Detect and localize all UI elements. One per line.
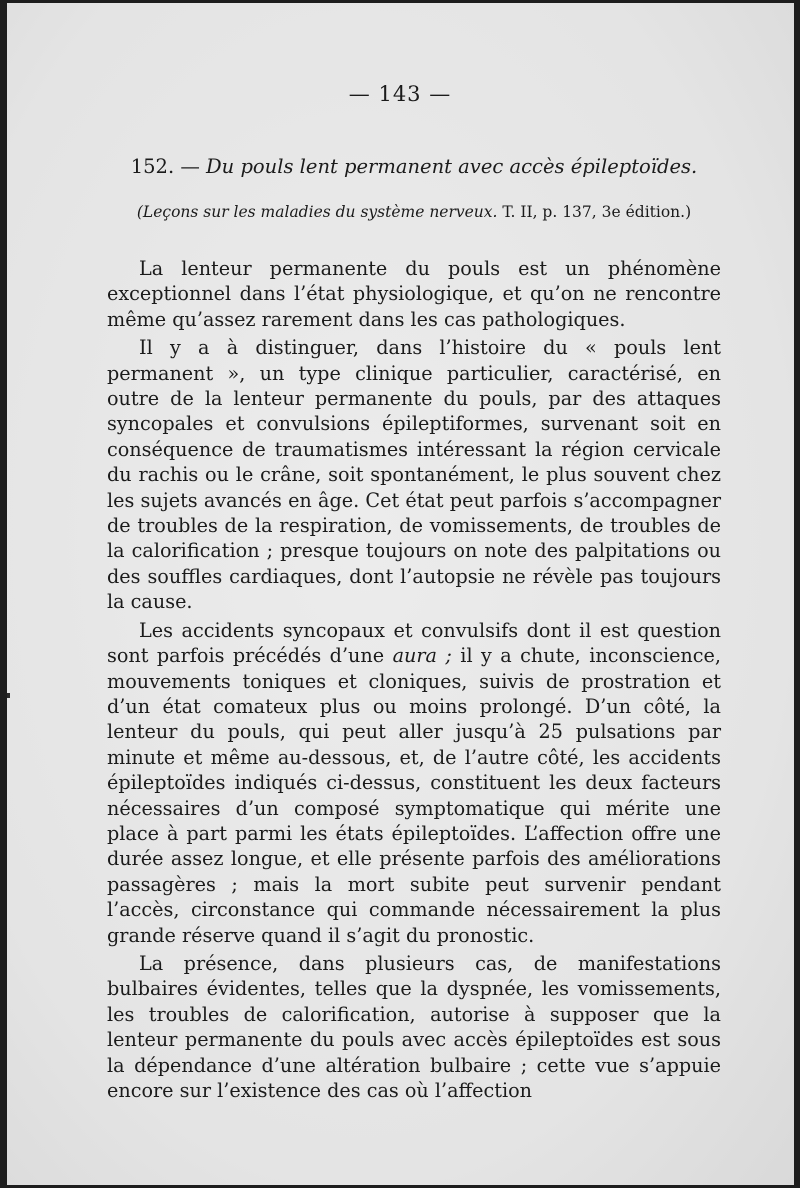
paragraph-3-italic: aura ;: [392, 644, 452, 668]
scan-speck: [7, 693, 10, 698]
paragraph-3: [107, 618, 721, 948]
paragraph-4: La présence, dans plusieurs cas, de manifestations bulbaires évidentes, telles que la dyspnée, les vomissements, les troubles de calorification, autorise à supposer que la lenteur permanente du pouls avec accès épileptoïdes est sous la dépendance d’une altération bulbaire ; cette vue s’appuie encore sur l’existence des cas où l’affection: [107, 951, 721, 1102]
paragraph-3-start: Les accidents syncopaux et convulsifs dont il est question sont parfois précédés d’une: [107, 618, 721, 668]
paragraph-2: Il y a à distinguer, dans l’histoire du « pouls lent permanent », un type clinique particulier, caractérisé, en outre de la lenteur permanente du pouls, par des attaques syncopales et convulsions épileptiformes, survenant soit en conséquence de traumatismes intéressant la région cervicale du rachis ou le crâne, soit spontanément, le plus souvent chez les sujets avancés en âge. Cet état peut parfois s’accompagner de troubles de la respiration, de vomissements, de troubles de la calorification ; presque toujours on note des palpitations ou des souffles cardiaques, dont l’autopsie ne révèle pas toujours la cause.: [107, 336, 721, 614]
section-title: Du pouls lent permanent avec accès épileptoïdes.: [206, 155, 698, 178]
source-reference: [107, 203, 721, 221]
source-volume: T. II, p. 137, 3e édition.): [502, 203, 692, 221]
section-heading: [107, 155, 721, 178]
paragraph-3-end: il y a chute, inconscience, mouvements toniques et cloniques, suivis de prostration et d’un état comateux plus ou moins prolongé. D’un côté, la lenteur du pouls, qui peut aller jusqu’à 25 pulsations par minute et même au-dessous, et, de l’autre côté, les accidents épileptoïdes indiqués ci-dessus, constituent les deux facteurs nécessaires d’un composé symptomatique qui mérite une place à part parmi les états épileptoïdes. L’affection offre une durée assez longue, et elle présente parfois des améliorations passagères ; mais la mort subite peut survenir pendant l’accès, circonstance qui commande nécessairement la plus grande réserve quand il s’agit du pronostic.: [107, 644, 721, 947]
page-number: — 143 —: [348, 82, 452, 106]
body-text: [107, 256, 721, 1103]
source-title: (Leçons sur les maladies du système nerveux.: [136, 203, 498, 221]
paragraph-1: La lenteur permanente du pouls est un phénomène exceptionnel dans l’état physiologique, et qu’on ne rencontre même qu’assez rarement dans les cas pathologiques.: [107, 257, 721, 331]
section-number: 152. —: [130, 155, 200, 178]
